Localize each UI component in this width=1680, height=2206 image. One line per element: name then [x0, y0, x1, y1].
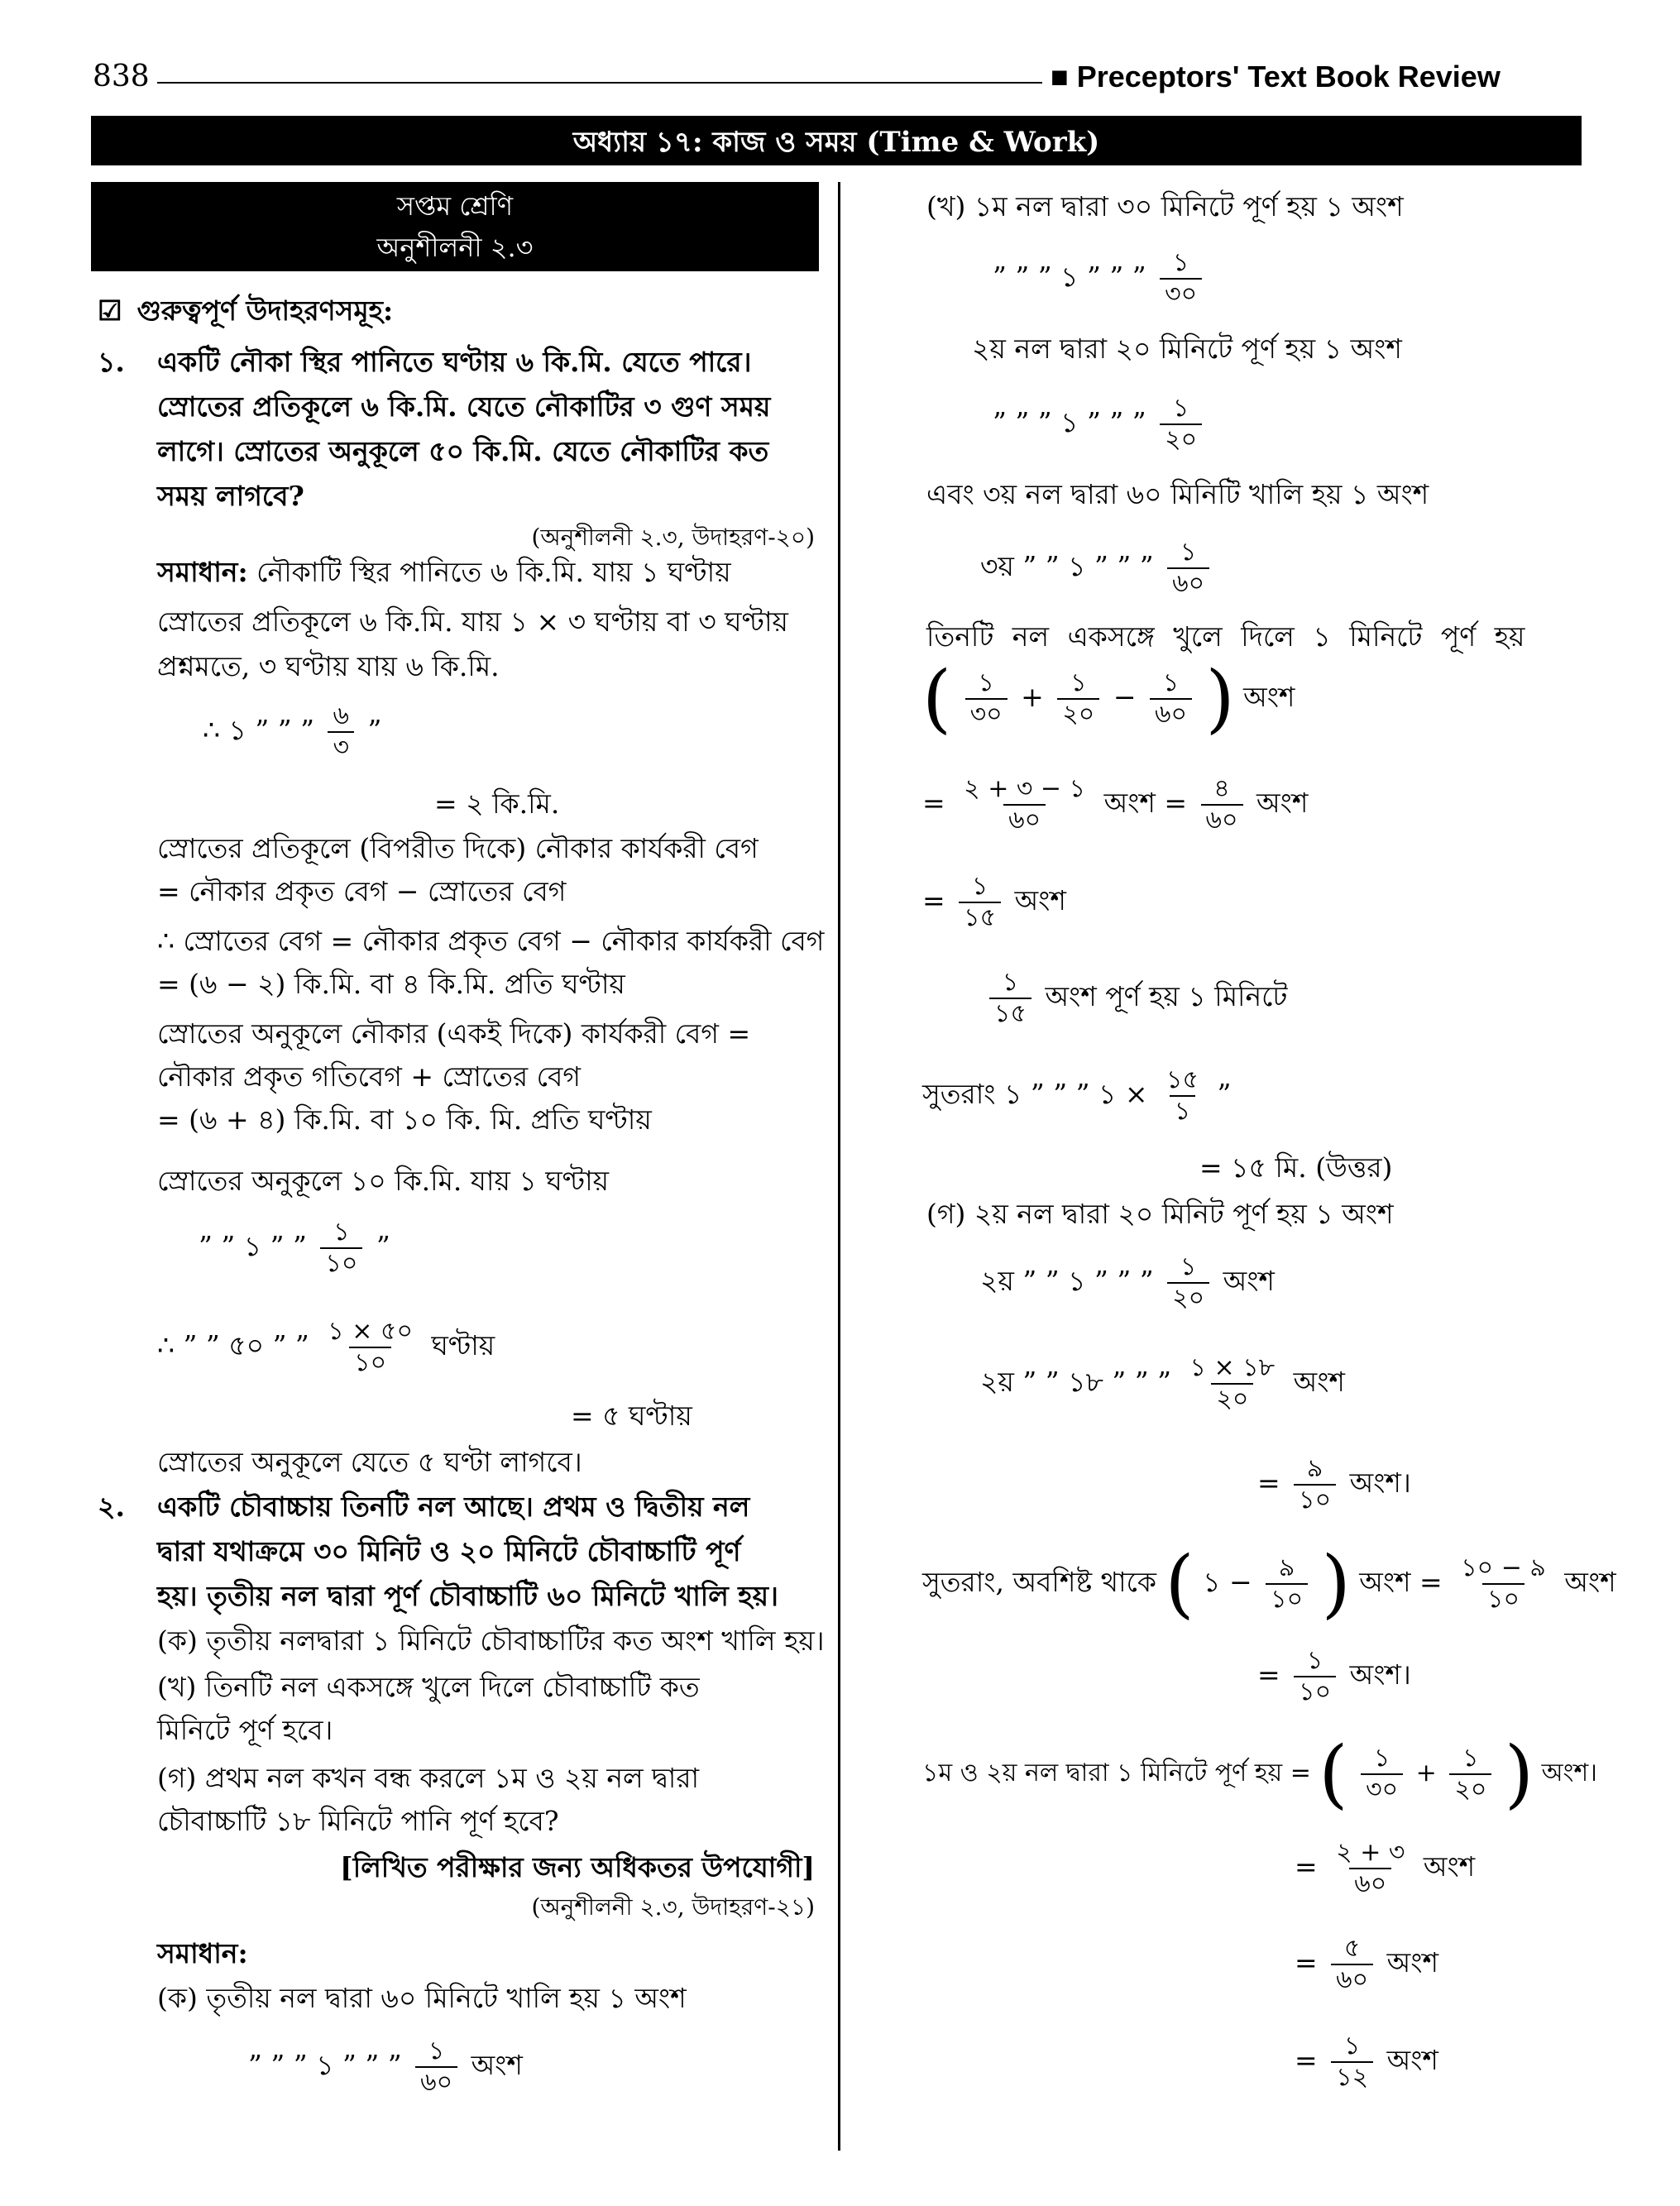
right-line-10: = $\frac{১}{১৫}$ অংশ — [922, 872, 1066, 932]
book-title: ■ Preceptors' Text Book Review — [1051, 60, 1501, 93]
right-line-16: ২য় ” ” ১৮ ” ” ” $\frac{১ \times ১৮}{২০}$ অংশ — [980, 1353, 1345, 1414]
fraction: $\frac{১ \times ১৮}{২০}$ — [1189, 1353, 1276, 1414]
q2-line-2: দ্বারা যথাক্রমে ৩০ মিনিট ও ২০ মিনিটে চৌবাচ্চাটি পূর্ণ — [157, 1535, 741, 1567]
chapter-title: অধ্যায় ১৭: কাজ ও সময় (Time & Work) — [572, 126, 1100, 159]
q2-part-a: (ক) তৃতীয় নলদ্বারা ১ মিনিটে চৌবাচ্চাটির কত অংশ খালি হয়। — [157, 1625, 825, 1657]
q1-reference: (অনুশীলনী ২.৩, উদাহরণ-২০) — [531, 524, 815, 551]
q1-number: ১. — [98, 346, 125, 378]
solution-1-line-15: ∴ ” ” ৫০ ” ” $\frac{১ \times ৫০}{১০}$ ঘণ্টায় — [157, 1317, 495, 1377]
fraction: $\frac{১}{২০}$ — [1167, 1252, 1209, 1314]
header-rule — [157, 82, 1042, 84]
solution-2-label: সমাধান: — [157, 1937, 248, 1969]
solution-1-line-10: স্রোতের অনুকূলে নৌকার (একই দিকে) কার্যকরী বেগ = — [157, 1017, 751, 1050]
fraction: $\frac{১}{৩০}$ — [1361, 1744, 1403, 1805]
fraction: $\frac{১}{১২}$ — [1331, 2031, 1373, 2093]
solution-1-line-2: স্রোতের প্রতিকূলে ৬ কি.মি. যায় ১ × ৩ ঘণ্টায় বা ৩ ঘণ্টায় — [157, 605, 788, 638]
right-line-21: = $\frac{২ + ৩}{৬০}$ অংশ — [1295, 1838, 1476, 1898]
right-line-12: সুতরাং ১ ” ” ” ১ × $\frac{১৫}{১}$ ” — [922, 1065, 1232, 1126]
right-line-13: = ১৫ মি. (উত্তর) — [1199, 1151, 1393, 1184]
solution-1-line-11: নৌকার প্রকৃত গতিবেগ + স্রোতের বেগ — [157, 1060, 581, 1093]
right-line-18: সুতরাং, অবশিষ্ট থাকে ( ১ − $\frac{৯}{১০}$ ) অংশ = $\frac{১০ - ৯}{১০}$ অংশ — [922, 1540, 1616, 1627]
fraction: $\frac{৬}{৩}$ — [328, 701, 354, 763]
fraction: $\frac{১}{৩০}$ — [1160, 248, 1202, 309]
solution-1-line-1: সমাধান: নৌকাটি স্থির পানিতে ৬ কি.মি. যায় ১ ঘণ্টায় — [157, 556, 731, 588]
q2-part-c-1: (গ) প্রথম নল কখন বন্ধ করলে ১ম ও ২য় নল দ্বারা — [157, 1762, 700, 1794]
solution-1-line-9: = (৬ − ২) কি.মি. বা ৪ কি.মি. প্রতি ঘণ্টায় — [157, 968, 625, 1000]
fraction: $\frac{১}{১৫}$ — [989, 968, 1031, 1029]
fraction: $\frac{১}{১৫}$ — [959, 872, 1001, 933]
right-line-11: $\frac{১}{১৫}$ অংশ পূর্ণ হয় ১ মিনিটে — [984, 968, 1287, 1029]
fraction: $\frac{২ + ৩}{৬০}$ — [1336, 1838, 1405, 1898]
page-number: 838 — [93, 60, 150, 93]
solution-1-line-16: = ৫ ঘণ্টায় — [571, 1400, 692, 1432]
fraction: $\frac{১}{৬০}$ — [1167, 538, 1209, 599]
fraction: $\frac{২ + ৩ - ১}{৬০}$ — [964, 774, 1086, 835]
q2-note: [লিখিত পরীক্ষার জন্য অধিকতর উপযোগী] — [340, 1851, 815, 1883]
q1-line-3: লাগে। স্রোতের অনুকূলে ৫০ কি.মি. যেতে নৌকাটির কত — [157, 435, 769, 467]
right-line-15: ২য় ” ” ১ ” ” ” $\frac{১}{২০}$ অংশ — [980, 1252, 1275, 1313]
right-line-6: ৩য় ” ” ১ ” ” ” $\frac{১}{৬০}$ — [980, 538, 1214, 599]
right-line-7: তিনটি নল একসঙ্গে খুলে দিলে ১ মিনিটে পূর্ণ হয় — [926, 620, 1525, 653]
fraction: $\frac{১}{৩০}$ — [965, 668, 1008, 730]
fraction: $\frac{১}{২০}$ — [1160, 394, 1202, 455]
solution-1-line-3: প্রশ্নমতে, ৩ ঘণ্টায় যায় ৬ কি.মি. — [157, 650, 500, 682]
fraction: $\frac{৫}{৬০}$ — [1331, 1934, 1373, 1995]
column-divider — [838, 182, 840, 2151]
fraction: $\frac{১৫}{১}$ — [1166, 1065, 1199, 1126]
right-line-4: ” ” ” ১ ” ” ” $\frac{১}{২০}$ — [993, 394, 1207, 455]
right-line-5: এবং ৩য় নল দ্বারা ৬০ মিনিটি খালি হয় ১ অংশ — [926, 478, 1429, 510]
q2-line-3: হয়। তৃতীয় নল দ্বারা পূর্ণ চৌবাচ্চাটি ৬০ মিনিটে খালি হয়। — [157, 1580, 778, 1612]
solution-2-line-2: ” ” ” ১ ” ” ” $\frac{১}{৬০}$ অংশ — [248, 2036, 523, 2097]
fraction: $\frac{১}{২০}$ — [1449, 1744, 1491, 1805]
fraction: $\frac{৯}{১০}$ — [1266, 1553, 1308, 1615]
q2-part-b-2: মিনিটে পূর্ণ হবে। — [157, 1714, 333, 1746]
solution-1-line-5: = ২ কি.মি. — [434, 787, 560, 820]
q2-reference: (অনুশীলনী ২.৩, উদাহরণ-২১) — [531, 1893, 815, 1921]
solution-1-line-13: স্রোতের অনুকূলে ১০ কি.মি. যায় ১ ঘণ্টায় — [157, 1165, 610, 1197]
solution-1-line-12: = (৬ + ৪) কি.মি. বা ১০ কি. মি. প্রতি ঘণ্টায় — [157, 1103, 652, 1136]
fraction: $\frac{১ \times ৫০}{১০}$ — [328, 1317, 413, 1377]
fraction: $\frac{১}{১০}$ — [1294, 1646, 1336, 1707]
right-line-19: = $\frac{১}{১০}$ অংশ। — [1257, 1646, 1411, 1706]
q1-line-1: একটি নৌকা স্থির পানিতে ঘণ্টায় ৬ কি.মি. যেতে পারে। — [157, 346, 752, 378]
section-class: সপ্তম শ্রেণি — [396, 190, 514, 222]
q2-part-c-2: চৌবাচ্চাটি ১৮ মিনিটে পানি পূর্ণ হবে? — [157, 1805, 559, 1837]
right-line-14: (গ) ২য় নল দ্বারা ২০ মিনিট পূর্ণ হয় ১ অংশ — [926, 1198, 1394, 1230]
q2-line-1: একটি চৌবাচ্চায় তিনটি নল আছে। প্রথম ও দ্বিতীয় নল — [157, 1491, 750, 1523]
right-line-23: = $\frac{১}{১২}$ অংশ — [1295, 2031, 1438, 2092]
fraction: $\frac{১০ - ৯}{১০}$ — [1461, 1553, 1546, 1614]
q1-line-4: সময় লাগবে? — [157, 480, 304, 512]
fraction: $\frac{১}{৬০}$ — [415, 2036, 457, 2098]
solution-1-line-6: স্রোতের প্রতিকূলে (বিপরীত দিকে) নৌকার কার্যকরী বেগ — [157, 832, 759, 864]
right-line-9: = $\frac{২ + ৩ - ১}{৬০}$ অংশ = $\frac{৪}{৬০}$ অংশ — [922, 774, 1309, 835]
q2-part-b-1: (খ) তিনটি নল একসঙ্গে খুলে দিলে চৌবাচ্চাটি কত — [157, 1671, 700, 1703]
solution-1-conclusion: স্রোতের অনুকূলে যেতে ৫ ঘণ্টা লাগবে। — [157, 1446, 582, 1478]
solution-1-line-7: = নৌকার প্রকৃত বেগ − স্রোতের বেগ — [157, 875, 567, 907]
fraction: $\frac{৯}{১০}$ — [1294, 1454, 1336, 1515]
q1-line-2: স্রোতের প্রতিকূলে ৬ কি.মি. যেতে নৌকাটির ৩ গুণ সময় — [157, 390, 771, 423]
fraction: $\frac{৪}{৬০}$ — [1201, 774, 1243, 835]
fraction: $\frac{১}{২০}$ — [1057, 668, 1099, 730]
q2-number: ২. — [98, 1491, 125, 1523]
section-exercise: অনুশীলনী ২.৩ — [376, 232, 534, 263]
fraction: $\frac{১}{১০}$ — [320, 1218, 362, 1279]
right-line-3: ২য় নল দ্বারা ২০ মিনিটে পূর্ণ হয় ১ অংশ — [972, 333, 1402, 365]
checkbox-icon: ☑ — [98, 294, 122, 327]
examples-heading: ☑ গুরুত্বপূর্ণ উদাহরণসমূহ: — [98, 293, 393, 329]
right-line-1: (খ) ১ম নল দ্বারা ৩০ মিনিটে পূর্ণ হয় ১ অংশ — [926, 190, 1404, 223]
solution-1-line-4: ∴ ১ ” ” ” $\frac{৬}{৩}$ ” — [203, 701, 382, 762]
right-line-20: ১ম ও ২য় নল দ্বারা ১ মিনিটে পূর্ণ হয় = ( $\frac{১}{৩০}$ + $\frac{১}{২০}$ ) অংশ। — [922, 1730, 1597, 1817]
right-line-22: = $\frac{৫}{৬০}$ অংশ — [1295, 1934, 1438, 1994]
solution-label: সমাধান: — [157, 556, 248, 588]
right-line-17: = $\frac{৯}{১০}$ অংশ। — [1257, 1454, 1411, 1515]
right-line-8: ( $\frac{১}{৩০}$ + $\frac{১}{২০}$ − $\frac{১}{৬০}$ ) অংশ — [922, 655, 1295, 742]
solution-1-line-8: ∴ স্রোতের বেগ = নৌকার প্রকৃত বেগ − নৌকার কার্যকরী বেগ — [157, 925, 825, 957]
solution-1-line-14: ” ” ১ ” ” $\frac{১}{১০}$ ” — [199, 1218, 390, 1278]
right-line-2: ” ” ” ১ ” ” ” $\frac{১}{৩০}$ — [993, 248, 1207, 309]
fraction: $\frac{১}{৬০}$ — [1150, 668, 1192, 730]
solution-2-line-1: (ক) তৃতীয় নল দ্বারা ৬০ মিনিটে খালি হয় ১ অংশ — [157, 1982, 687, 2014]
